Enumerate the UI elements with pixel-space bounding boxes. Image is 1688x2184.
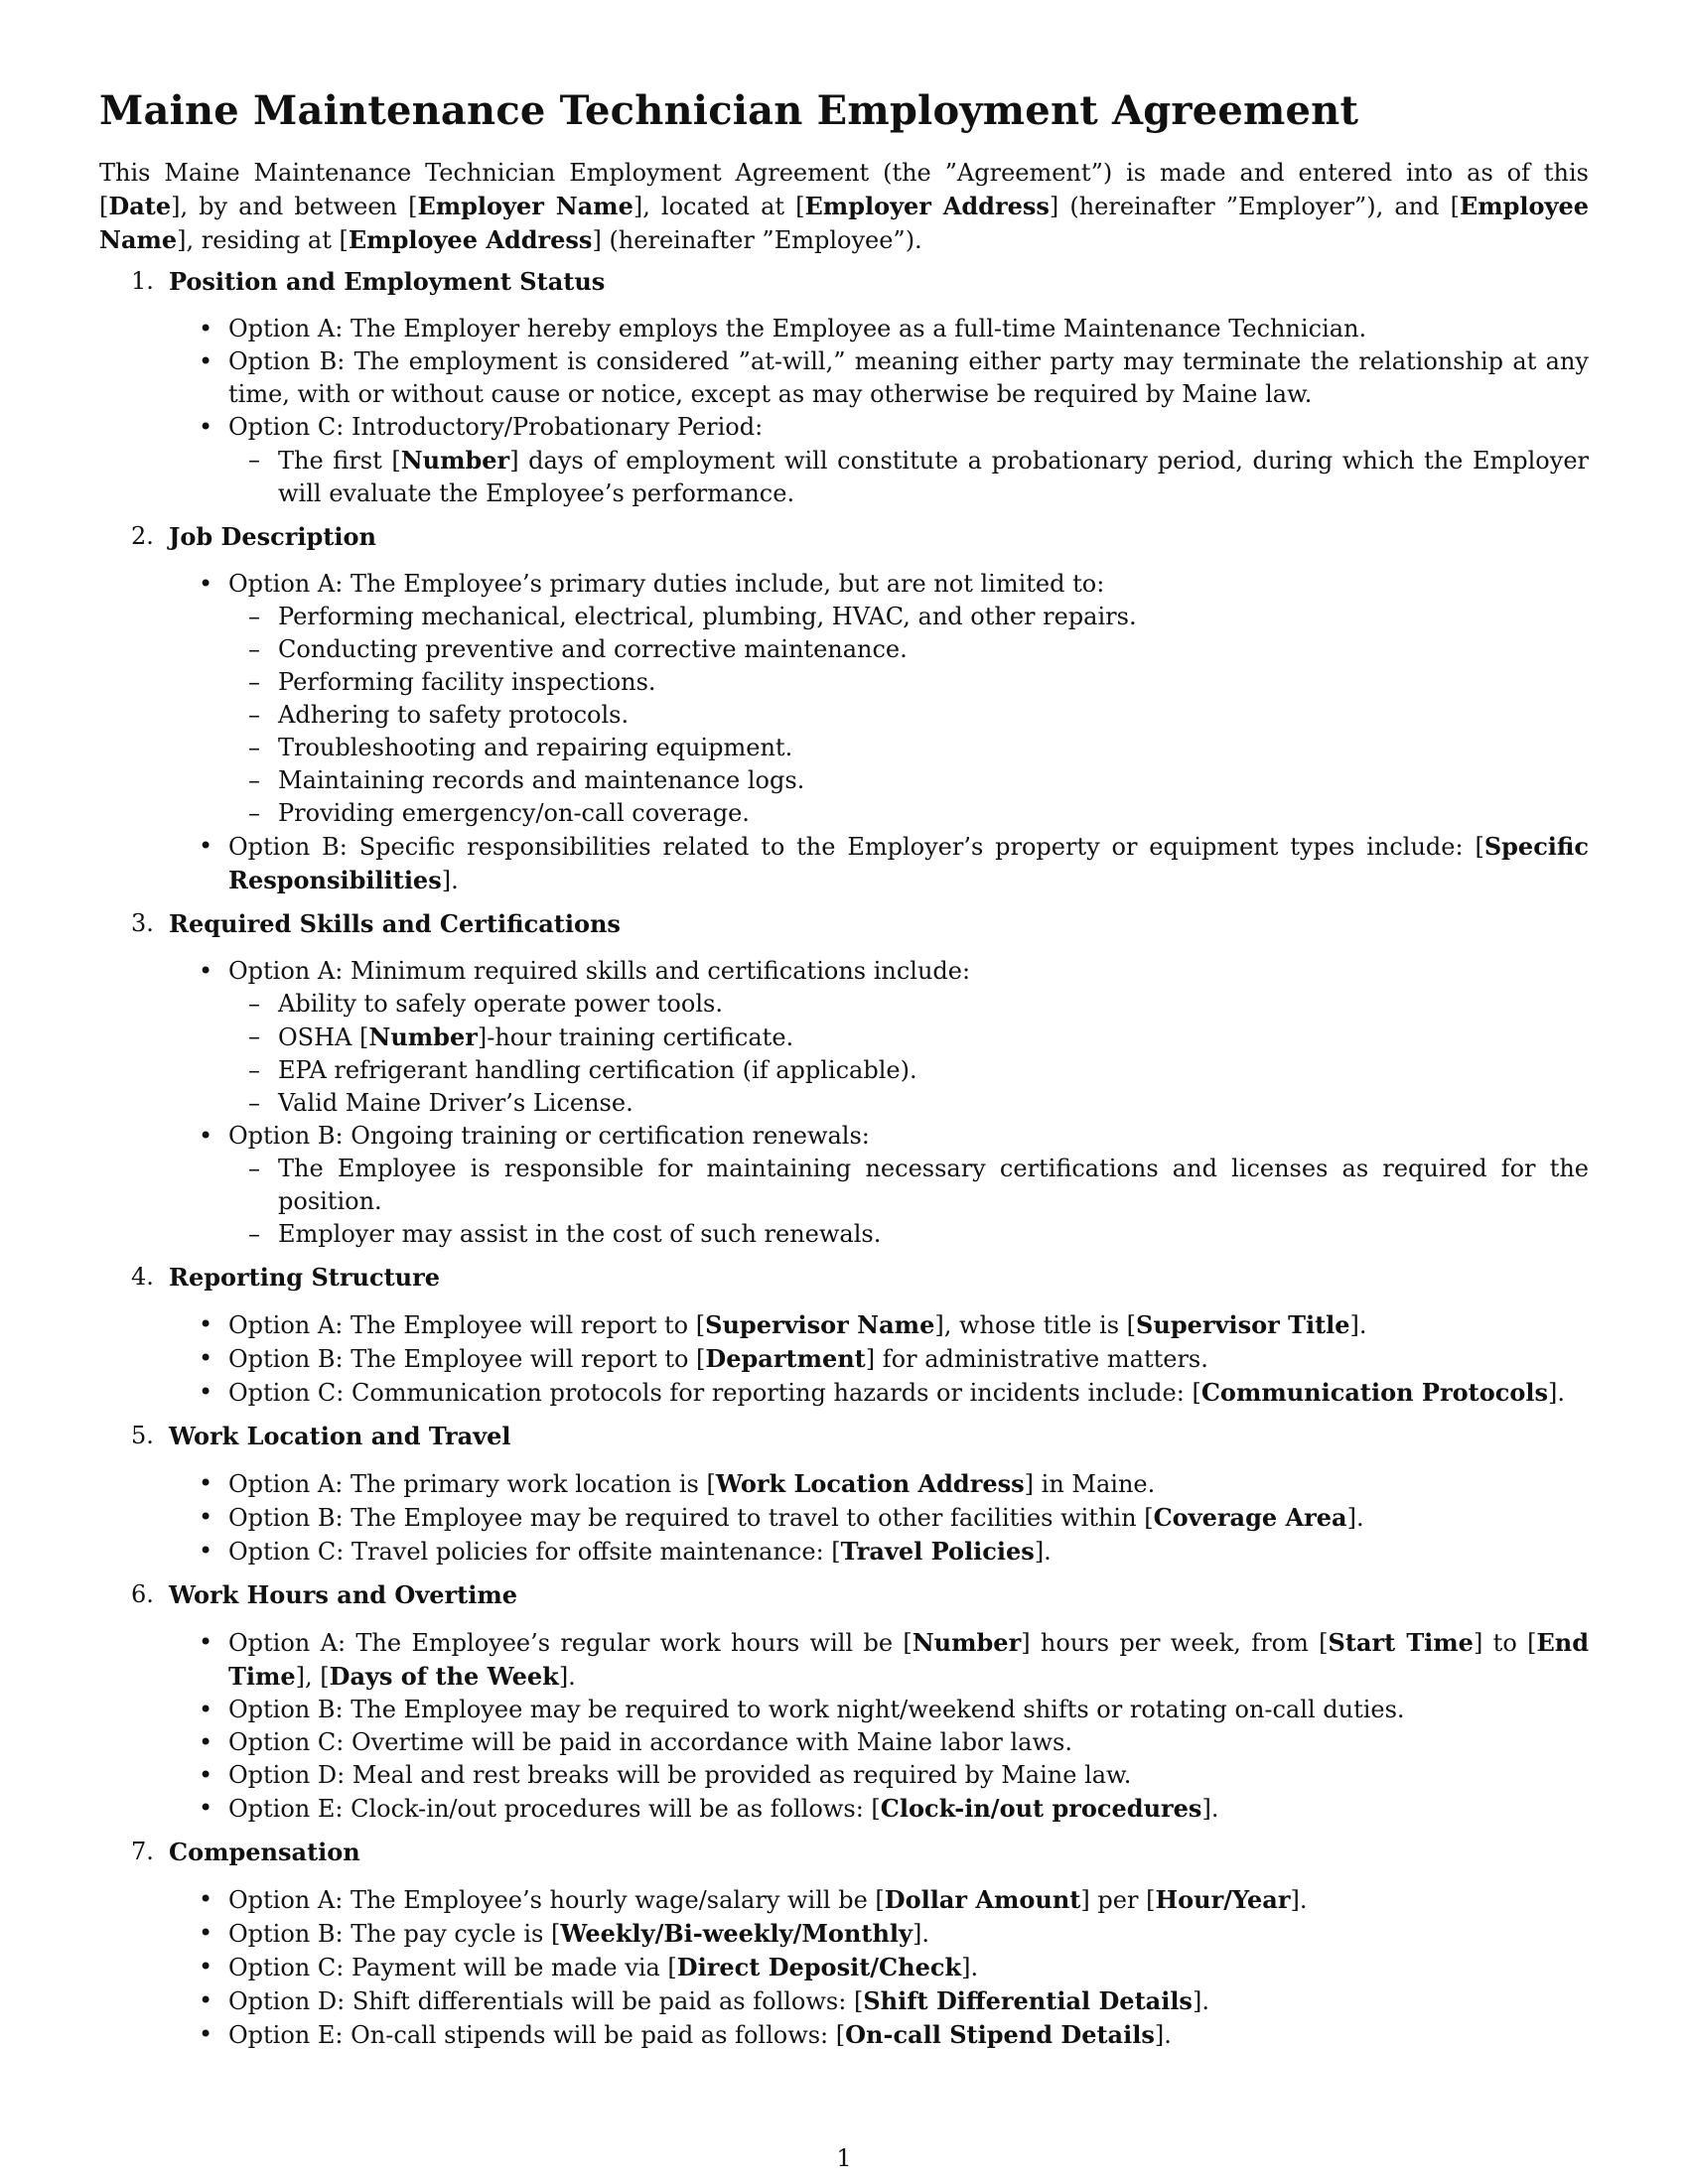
text-run: Conducting preventive and corrective maintenance. [278, 635, 908, 663]
section-number: 5. [131, 1422, 154, 1449]
option-list [99, 1883, 1589, 2052]
option-item [99, 830, 1589, 897]
text-run: Option C: Travel policies for offsite maintenance: [ [228, 1538, 841, 1566]
text-run: Option A: Minimum required skills and certifications include: [228, 957, 971, 985]
text-run: Option C: Introductory/Probationary Period: [228, 413, 764, 441]
option-item [99, 1467, 1589, 1501]
section-heading [99, 1836, 1589, 1869]
option-list [99, 1626, 1589, 1826]
text-run: Option B: The Employee may be required to work night/weekend shifts or rotating on-call duties. [228, 1696, 1405, 1723]
text-run: ]. [1034, 1538, 1052, 1566]
placeholder-field: Number [400, 446, 510, 475]
sub-item [228, 732, 1589, 764]
sub-item [228, 764, 1589, 797]
text-run: Ability to safely operate power tools. [278, 990, 723, 1018]
text-run: ], residing at [ [177, 226, 349, 254]
placeholder-field: Hour/Year [1155, 1885, 1291, 1914]
placeholder-field: Clock-in/out procedures [880, 1794, 1202, 1823]
section-3 [99, 907, 1589, 1251]
option-item [99, 568, 1589, 830]
sub-item-list [228, 988, 1589, 1120]
text-run: ]. [912, 1920, 929, 1948]
option-item [99, 1694, 1589, 1726]
placeholder-field: Number [368, 1023, 478, 1051]
text-run: ]-hour training certificate. [477, 1024, 794, 1051]
text-run: Option C: Overtime will be paid in accordance with Maine labor laws. [228, 1728, 1072, 1756]
option-item [99, 955, 1589, 1120]
option-item [99, 2018, 1589, 2052]
section-title: Position and Employment Status [169, 267, 606, 296]
placeholder-field: Direct Deposit/Check [676, 1953, 962, 1981]
text-run: Providing emergency/on-call coverage. [278, 799, 750, 827]
option-item [99, 1308, 1589, 1342]
option-item [99, 1951, 1589, 1984]
text-run: Option B: The Employee will report to [ [228, 1345, 706, 1373]
text-run: ]. [1154, 2021, 1172, 2049]
sub-item [228, 601, 1589, 633]
option-item [99, 1759, 1589, 1792]
option-list [99, 313, 1589, 510]
placeholder-field: Days of the Week [329, 1662, 559, 1691]
section-number: 1. [131, 267, 154, 295]
option-item [99, 345, 1589, 411]
placeholder-field: Employer Name [417, 192, 633, 220]
section-title: Required Skills and Certifications [169, 909, 621, 938]
text-run: Valid Maine Driver’s License. [278, 1089, 633, 1117]
text-run: ]. [1290, 1886, 1308, 1914]
text-run: ]. [1547, 1379, 1565, 1407]
text-run: ]. [441, 867, 459, 894]
placeholder-field: Supervisor Name [705, 1310, 935, 1339]
text-run: Option B: Ongoing training or certification renewals: [228, 1122, 870, 1150]
text-run: Option E: On-call stipends will be paid as follows: [ [228, 2021, 846, 2049]
option-item [99, 1342, 1589, 1376]
option-item [99, 1626, 1589, 1694]
sub-item-list [228, 1153, 1589, 1251]
placeholder-field: Employee Address [348, 225, 593, 254]
page-number: 1 [836, 2144, 852, 2172]
text-run: The Employee is responsible for maintaining necessary certifications and licenses as required for the position. [278, 1155, 1589, 1215]
section-title: Work Hours and Overtime [169, 1580, 518, 1609]
section-title: Work Location and Travel [169, 1422, 511, 1450]
placeholder-field: Supervisor Title [1136, 1310, 1350, 1339]
placeholder-field: Employee Name [99, 192, 1590, 254]
text-run: Option D: Meal and rest breaks will be provided as required by Maine law. [228, 1761, 1132, 1789]
section-heading [99, 520, 1589, 554]
option-list [99, 1308, 1589, 1410]
text-run: Option B: Specific responsibilities related to the Employer’s property or equipment types include: [ [228, 833, 1484, 861]
sections-list [99, 265, 1589, 2052]
placeholder-field: Coverage Area [1153, 1503, 1347, 1532]
placeholder-field: On-call Stipend Details [845, 2020, 1155, 2049]
text-run: Option A: The Employee’s hourly wage/salary will be [ [228, 1886, 885, 1914]
text-run: ], by and between [ [171, 193, 418, 220]
text-run: Troubleshooting and repairing equipment. [278, 734, 793, 761]
text-run: ] for administrative matters. [865, 1345, 1208, 1373]
option-item [99, 1883, 1589, 1917]
placeholder-field: End Time [228, 1628, 1590, 1691]
option-list [99, 568, 1589, 897]
placeholder-field: Dollar Amount [884, 1885, 1081, 1914]
section-5 [99, 1420, 1589, 1569]
section-number: 4. [131, 1263, 154, 1291]
option-item [99, 1535, 1589, 1569]
section-number: 6. [131, 1580, 154, 1608]
text-run: ] (hereinafter ”Employer”), and [ [1049, 193, 1460, 220]
text-run: ], located at [ [633, 193, 805, 220]
sub-item [228, 1153, 1589, 1218]
sub-item [228, 1054, 1589, 1087]
option-item [99, 1376, 1589, 1410]
text-run: ]. [1201, 1795, 1219, 1823]
sub-item [228, 699, 1589, 732]
section-heading [99, 1578, 1589, 1612]
text-run: Performing facility inspections. [278, 668, 656, 696]
text-run: Option A: The primary work location is [ [228, 1470, 716, 1498]
option-item [99, 1726, 1589, 1759]
text-run: ], whose title is [ [934, 1311, 1137, 1339]
placeholder-field: Communication Protocols [1200, 1378, 1548, 1407]
sub-item [228, 1218, 1589, 1251]
document-body [99, 87, 1589, 2062]
section-title: Reporting Structure [169, 1263, 441, 1292]
section-heading [99, 1420, 1589, 1453]
section-2 [99, 520, 1589, 897]
text-run: This Maine Maintenance Technician Employment Agreement (the ”Agreement”) is made and entered into as of this [ [99, 159, 1589, 220]
text-run: Option C: Communication protocols for reporting hazards or incidents include: [ [228, 1379, 1201, 1407]
sub-item [228, 666, 1589, 699]
text-run: EPA refrigerant handling certification (if applicable). [278, 1056, 917, 1084]
text-run: Option E: Clock-in/out procedures will be as follows: [ [228, 1795, 881, 1823]
placeholder-field: Department [705, 1344, 866, 1373]
placeholder-field: Specific Responsibilities [228, 832, 1589, 894]
section-heading [99, 265, 1589, 299]
option-list [99, 1467, 1589, 1569]
text-run: ] per [ [1080, 1886, 1156, 1914]
section-7 [99, 1836, 1589, 2052]
document-title: Maine Maintenance Technician Employment Agreement [99, 87, 1359, 134]
text-run: ]. [1349, 1311, 1367, 1339]
text-run: The first [ [278, 447, 401, 475]
option-item [99, 1917, 1589, 1951]
text-run: Option A: The Employee’s primary duties include, but are not limited to: [228, 570, 1105, 598]
text-run: ]. [1192, 1987, 1209, 2015]
placeholder-field: Date [108, 192, 172, 220]
sub-item [228, 633, 1589, 666]
text-run: ], [ [295, 1663, 330, 1691]
placeholder-field: Weekly/Bi-weekly/Monthly [560, 1919, 913, 1948]
text-run: ]. [1346, 1504, 1364, 1532]
section-title: Compensation [169, 1838, 360, 1866]
sub-item-list [228, 601, 1589, 830]
text-run: Option A: The Employee will report to [ [228, 1311, 706, 1339]
sub-item [228, 1087, 1589, 1120]
sub-item [228, 444, 1589, 510]
option-item [99, 1501, 1589, 1535]
text-run: Option C: Payment will be made via [ [228, 1954, 677, 1981]
intro-paragraph [99, 157, 1589, 257]
text-run: Maintaining records and maintenance logs. [278, 766, 805, 794]
text-run: Option D: Shift differentials will be paid as follows: [ [228, 1987, 864, 2015]
option-item [99, 1792, 1589, 1826]
placeholder-field: Shift Differential Details [863, 1986, 1193, 2015]
section-heading [99, 1261, 1589, 1295]
text-run: Option B: The pay cycle is [ [228, 1920, 561, 1948]
section-title: Job Description [169, 522, 376, 551]
text-run: OSHA [ [278, 1024, 369, 1051]
section-4 [99, 1261, 1589, 1410]
section-number: 7. [131, 1838, 154, 1865]
text-run: Adhering to safety protocols. [278, 701, 630, 729]
text-run: ] (hereinafter ”Employee”). [592, 226, 922, 254]
section-number: 2. [131, 522, 154, 550]
text-run: ] days of employment will constitute a probationary period, during which the Employer will evaluate the Employee’s performance. [278, 447, 1589, 507]
option-item [99, 1984, 1589, 2018]
option-item [99, 411, 1589, 510]
option-item [99, 313, 1589, 345]
section-1 [99, 265, 1589, 510]
text-run: Performing mechanical, electrical, plumbing, HVAC, and other repairs. [278, 603, 1137, 630]
placeholder-field: Work Location Address [715, 1469, 1025, 1498]
sub-item [228, 797, 1589, 830]
text-run: Option B: The employment is considered ”at-will,” meaning either party may terminate the relationship at any time, with or without cause or notice, except as may otherwise be required by Maine law. [228, 347, 1589, 408]
text-run: ] to [ [1473, 1629, 1537, 1657]
option-list [99, 955, 1589, 1251]
option-item [99, 1120, 1589, 1251]
text-run: ]. [558, 1663, 576, 1691]
text-run: Option B: The Employee may be required to travel to other facilities within [ [228, 1504, 1154, 1532]
sub-item [228, 1021, 1589, 1054]
placeholder-field: Employer Address [804, 192, 1050, 220]
section-number: 3. [131, 909, 154, 937]
placeholder-field: Travel Policies [840, 1537, 1035, 1566]
text-run: ]. [961, 1954, 979, 1981]
sub-item-list [228, 444, 1589, 510]
placeholder-field: Start Time [1328, 1628, 1474, 1657]
text-run: Option A: The Employer hereby employs the Employee as a full-time Maintenance Technician. [228, 315, 1367, 342]
section-6 [99, 1578, 1589, 1826]
text-run: Option A: The Employee’s regular work hours will be [ [228, 1629, 913, 1657]
placeholder-field: Number [912, 1628, 1022, 1657]
sub-item [228, 988, 1589, 1021]
text-run: ] hours per week, from [ [1021, 1629, 1329, 1657]
text-run: ] in Maine. [1024, 1470, 1156, 1498]
section-heading [99, 907, 1589, 941]
text-run: Employer may assist in the cost of such renewals. [278, 1220, 882, 1248]
